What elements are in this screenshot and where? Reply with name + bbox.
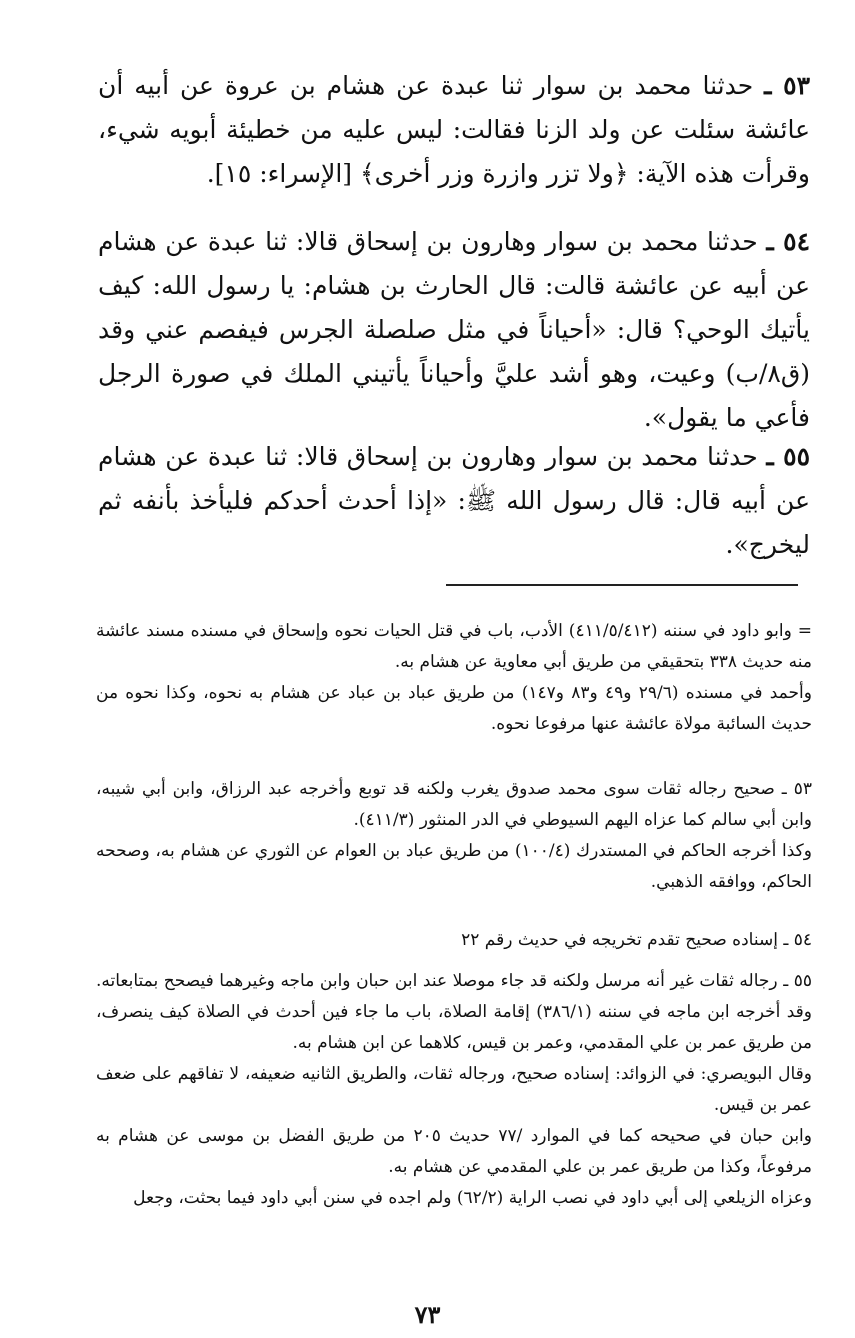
footnote-53 [96,774,812,898]
hadith-54-paragraph [98,220,810,440]
footnote-55-part-1: ٥٥ ـ رجاله ثقات غير أنه مرسل ولكنه قد جاء موصلا عند ابن حبان وابن ماجه وغيرهما فيصحح بمتابعاته. وقد أخرجه ابن ماجه في سننه (٣٨٦/١) إقامة الصلاة، باب ما جاء فين أحدث في الصلاة كيف ينصرف، من طريق عمر بن علي المقدمي، وعمر بن قيس، كلاهما عن ابن هشام به. [96,971,812,1053]
hadith-55-number: ٥٥ ـ [766,442,811,471]
hadith-53 [98,64,810,196]
hadith-53-paragraph [98,64,810,196]
hadith-53-number: ٥٣ ـ [764,71,810,100]
hadith-54-number: ٥٤ ـ [766,227,811,256]
footnote-continued-1: = وابو داود في سننه (٤١١/٥/٤١٢) الأدب، باب في قتل الحيات نحوه وإسحاق في مسنده مسند عائشة منه حديث ٣٣٨ بتحقيقي من طريق أبي معاوية عن هشام به. [96,621,812,672]
footnote-55-part-4: وعزاه الزيلعي إلى أبي داود في نصب الراية (٦٢/٢) ولم اجده في سنن أبي داود فيما بحثت، وجعل [133,1188,812,1208]
footnote-55-part-3: وابن حبان في صحيحه كما في الموارد /٧٧ حديث ٢٠٥ من طريق الفضل بن موسى عن هشام به مرفوعاً، وكذا من طريق عمر بن علي المقدمي عن هشام به. [96,1126,812,1177]
page-number: ٧٣ [414,1300,441,1329]
footnotes-continued [96,616,812,740]
hadith-54-text: حدثنا محمد بن سوار وهارون بن إسحاق قالا: ثنا عبدة عن هشام عن أبيه عن عائشة قالت: قال الحارث بن هشام: يا رسول الله: كيف يأتيك الوحي؟ قال: «أحياناً في مثل صلصلة الجرس فيفصم عني وقد (ق٨/ب) وعيت، وهو أشد عليَّ وأحياناً يأتيني الملك في صورة الرجل فأعي ما يقول». [98,227,810,432]
hadith-55-paragraph [98,435,810,567]
footnote-continued-2: وأحمد في مسنده (٢٩/٦ و٤٩ و٨٣ و١٤٧) من طريق عباد بن عباد عن هشام به نحوه، وكذا نحوه من حديث السائبة مولاة عائشة عنها مرفوعا نحوه. [96,683,812,734]
hadith-55 [98,435,810,567]
footnote-54 [96,925,812,956]
hadith-53-text: حدثنا محمد بن سوار ثنا عبدة عن هشام بن عروة عن أبيه أن عائشة سئلت عن ولد الزنا فقالت: ليس عليه من خطيئة أبويه شيء، وقرأت هذه الآية: ﴿ولا تزر وازرة وزر أخرى﴾ [الإسراء: ١٥]. [98,71,810,188]
footnote-53-part-1: ٥٣ ـ صحيح رجاله ثقات سوى محمد صدوق يغرب ولكنه قد توبع وأخرجه عبد الرزاق، وابن أبي شيبه، وابن أبي سالم كما عزاه اليهم السيوطي في الدر المنثور (٤١١/٣). [96,779,812,830]
hadith-54 [98,220,810,440]
footnote-55 [96,966,812,1214]
footnote-54-text: ٥٤ ـ إسناده صحيح تقدم تخريجه في حديث رقم ٢٢ [461,930,812,950]
footnote-55-part-2: وقال البويصري: في الزوائد: إسناده صحيح، ورجاله ثقات، والطريق الثانيه ضعيفه، لا تفاقهم على ضعف عمر بن قيس. [96,1064,812,1115]
footnote-53-part-2: وكذا أخرجه الحاكم في المستدرك (١٠٠/٤) من طريق عباد بن العوام عن الثوري عن هشام به، وصححه الحاكم، ووافقه الذهبي. [96,841,812,892]
footnote-separator [446,584,798,586]
hadith-55-text: حدثنا محمد بن سوار وهارون بن إسحاق قالا: ثنا عبدة عن هشام عن أبيه قال: قال رسول الله ﷺ: «إذا أحدث أحدكم فليأخذ بأنفه ثم ليخرج». [98,442,810,559]
